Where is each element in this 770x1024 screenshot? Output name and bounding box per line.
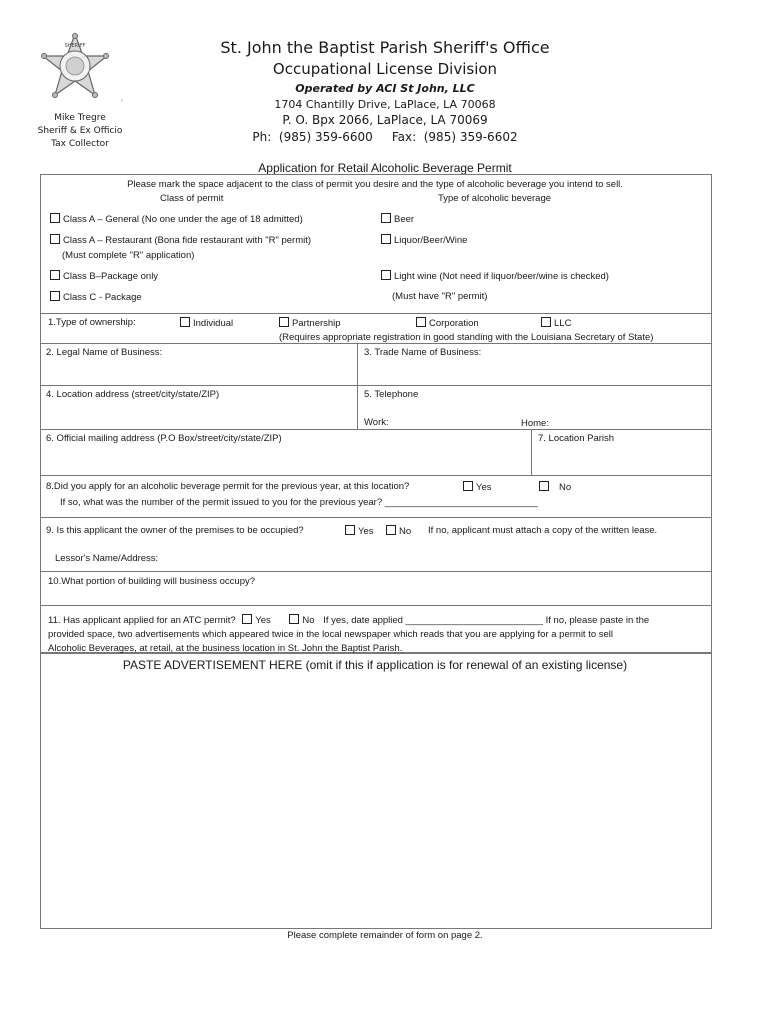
atc-yes[interactable]: Yes <box>242 615 271 626</box>
ownership-note: (Requires appropriate registration in good standing with the Louisiana Secretary of State) <box>279 332 654 343</box>
previous-permit-yes[interactable]: Yes <box>463 481 492 493</box>
ownership-individual[interactable]: Individual <box>180 317 233 329</box>
checkbox[interactable] <box>50 291 60 301</box>
checkbox[interactable] <box>381 213 391 223</box>
beer-option[interactable]: Beer <box>381 213 414 225</box>
paste-advertisement-box[interactable] <box>40 653 712 929</box>
home-phone-label: Home: <box>521 418 549 429</box>
phone-fax: Ph: (985) 359-6600 Fax: (985) 359-6602 <box>252 130 518 144</box>
checkbox[interactable] <box>50 234 60 244</box>
division-title: Occupational License Division <box>272 60 498 78</box>
work-phone-label: Work: <box>364 417 389 428</box>
page-footer-note: Please complete remainder of form on page 2. <box>287 930 483 941</box>
atc-instructions-line-2: provided space, two advertisements which appeared twice in the local newspaper which reads that you are applying for a permit to sell <box>48 629 614 640</box>
light-wine-option[interactable]: Light wine (Not need if liquor/beer/wine is checked) <box>381 270 609 282</box>
building-portion-question: 10.What portion of building will business occupy? <box>48 576 256 587</box>
sheriff-title: Sheriff & Ex Officio <box>37 126 123 136</box>
office-title: St. John the Baptist Parish Sheriff's Office <box>220 38 550 57</box>
must-complete-note: (Must complete "R" application) <box>62 250 195 261</box>
checkbox[interactable] <box>50 213 60 223</box>
atc-no[interactable]: No <box>289 615 314 626</box>
svg-text:SHERIFF: SHERIFF <box>64 43 86 49</box>
previous-permit-question: 8.Did you apply for an alcoholic beverage permit for the previous year, at this location? <box>46 481 410 492</box>
trade-name-field[interactable] <box>359 360 709 384</box>
lessor-label: Lessor's Name/Address: <box>55 553 159 564</box>
sheriff-title-2: Tax Collector <box>51 139 109 149</box>
telephone-label: 5. Telephone <box>364 389 419 400</box>
checkbox[interactable] <box>381 270 391 280</box>
location-address-label: 4. Location address (street/city/state/ZIP) <box>46 389 220 400</box>
ownership-partnership[interactable]: Partnership <box>279 317 341 329</box>
street-address: 1704 Chantilly Drive, LaPlace, LA 70068 <box>274 98 496 111</box>
checkbox[interactable] <box>416 317 426 327</box>
form-title: Application for Retail Alcoholic Beverage Permit <box>258 161 512 175</box>
checkbox[interactable] <box>463 481 473 491</box>
mailing-address-label: 6. Official mailing address (P.O Box/street/city/state/ZIP) <box>46 433 282 444</box>
mailing-address-field[interactable] <box>41 446 530 474</box>
paste-advertisement-heading: PASTE ADVERTISEMENT HERE (omit if this if application is for renewal of an existing license) <box>122 658 628 672</box>
checkbox[interactable] <box>50 270 60 280</box>
po-box: P. O. Bpx 2066, LaPlace, LA 70069 <box>282 113 488 127</box>
class-c-option[interactable]: Class C - Package <box>50 291 142 303</box>
legal-name-label: 2. Legal Name of Business: <box>46 347 163 358</box>
trade-name-label: 3. Trade Name of Business: <box>364 347 482 358</box>
checkbox[interactable] <box>242 614 252 624</box>
atc-permit-question: 11. Has applicant applied for an ATC permit? Yes No If yes, date applied __________________________ If no, please paste in the <box>48 615 650 626</box>
checkbox[interactable] <box>386 525 396 535</box>
class-a-restaurant-option[interactable]: Class A – Restaurant (Bona fide restaurant with "R" permit) <box>50 234 311 246</box>
class-a-general-option[interactable]: Class A – General (No one under the age of 18 admitted) <box>50 213 303 225</box>
sheriff-name: Mike Tregre <box>54 113 106 123</box>
lease-note: If no, applicant must attach a copy of the written lease. <box>428 525 658 536</box>
ownership-label: 1.Type of ownership: <box>48 317 136 328</box>
ownership-corporation[interactable]: Corporation <box>416 317 479 329</box>
checkbox[interactable] <box>289 614 299 624</box>
checkbox[interactable] <box>345 525 355 535</box>
owner-premises-question: 9. Is this applicant the owner of the premises to be occupied? <box>46 525 304 536</box>
class-of-permit-header: Class of permit <box>160 193 224 204</box>
location-parish-label: 7. Location Parish <box>538 433 615 444</box>
must-have-r-note: (Must have "R" permit) <box>392 291 488 302</box>
checkbox[interactable] <box>539 481 549 491</box>
checkbox[interactable] <box>279 317 289 327</box>
location-address-field[interactable] <box>41 402 356 428</box>
checkbox[interactable] <box>381 234 391 244</box>
class-b-option[interactable]: Class B–Package only <box>50 270 158 282</box>
checkbox[interactable] <box>180 317 190 327</box>
stray-mark: ‛ <box>121 98 123 108</box>
liquor-option[interactable]: Liquor/Beer/Wine <box>381 234 467 246</box>
checkbox[interactable] <box>541 317 551 327</box>
legal-name-field[interactable] <box>41 360 356 384</box>
previous-permit-number: If so, what was the number of the permit issued to you for the previous year? _____________________________ <box>60 497 538 508</box>
owner-premises-yes[interactable]: Yes <box>345 525 374 537</box>
owner-premises-no[interactable]: No <box>386 525 411 537</box>
previous-permit-no[interactable]: No <box>539 481 571 493</box>
operated-by: Operated by ACI St John, LLC <box>295 82 475 95</box>
ownership-llc[interactable]: LLC <box>541 317 571 329</box>
beverage-type-header: Type of alcoholic beverage <box>438 193 552 204</box>
instruction-text: Please mark the space adjacent to the class of permit you desire and the type of alcoholic beverage you intend to sell. <box>127 179 623 190</box>
atc-instructions-line-3: Alcoholic Beverages, at retail, at the business location in St. John the Baptist Parish. <box>48 643 403 654</box>
